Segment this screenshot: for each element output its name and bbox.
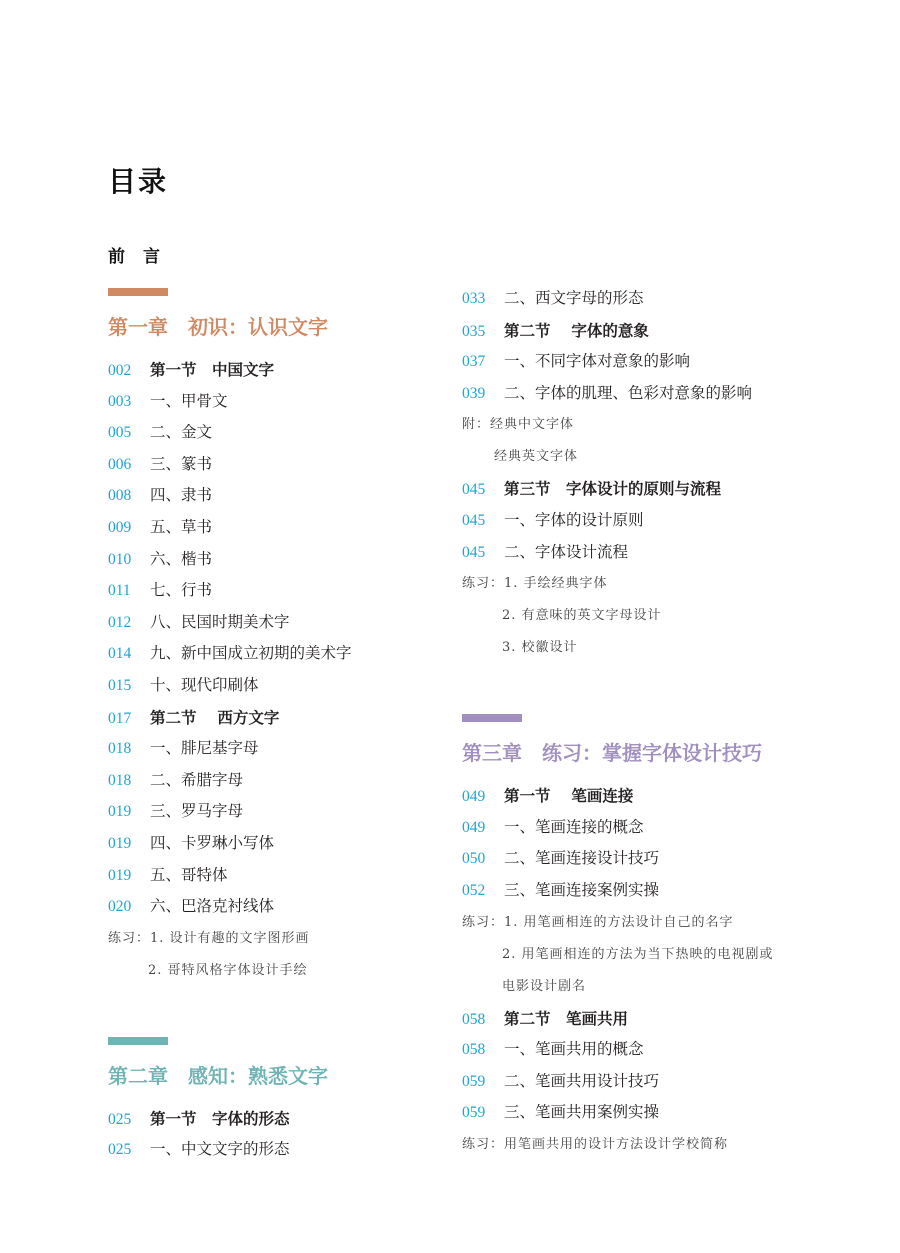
toc-section-entry[interactable] [462,780,842,812]
exercise-note: 练习：用笔画共用的设计方法设计学校简称 [462,1136,729,1152]
exercise-note: 电影设计剧名 [502,978,587,994]
toc-entry[interactable] [108,891,488,923]
entry-title: 第二节 字体的意象 [504,320,649,340]
toc-section-entry[interactable] [108,354,488,386]
exercise-note: 2. 有意味的英文字母设计 [502,608,662,624]
toc-section-entry[interactable] [462,473,842,505]
page-number: 049 [462,818,486,836]
page-number: 009 [108,518,132,536]
page-number: 019 [108,803,132,821]
toc-left-column [108,288,488,1166]
preface-entry[interactable]: 前言 [108,247,178,267]
toc-entry[interactable] [108,512,488,544]
entry-title: 二、笔画共用设计技巧 [504,1071,660,1090]
entry-title: 二、笔画连接设计技巧 [504,849,660,868]
entry-title: 六、楷书 [150,549,213,568]
toc-entry[interactable] [108,607,488,639]
entry-title: 三、篆书 [150,454,213,473]
entry-title: 七、行书 [150,581,213,600]
toc-entry[interactable] [462,875,842,907]
page-number: 012 [108,613,132,631]
toc-entry[interactable] [462,1066,842,1098]
page-number: 059 [462,1072,486,1090]
page-number: 018 [108,771,132,789]
exercise-note: 3. 校徽设计 [502,640,578,656]
toc-right-column [462,283,842,1161]
page-number: 033 [462,290,486,307]
page-number: 002 [108,362,132,379]
page-number: 059 [462,1104,486,1122]
entry-title: 一、甲骨文 [150,391,228,410]
page-title: 目录 [108,165,169,198]
chapter-color-bar [108,1037,168,1045]
entry-title: 第一节 笔画连接 [504,786,634,806]
spacer [108,987,488,1037]
entry-title: 十、现代印刷体 [150,675,259,694]
toc-entry[interactable] [462,1097,842,1129]
toc-entry[interactable] [462,537,842,569]
toc-entry[interactable] [108,449,488,481]
entry-title: 四、隶书 [150,486,213,505]
entry-title: 六、巴洛克衬线体 [150,897,275,916]
toc-entry[interactable] [108,733,488,765]
toc-entry[interactable] [108,386,488,418]
chapter-color-bar [108,288,168,296]
entry-title: 二、西文字母的形态 [504,289,644,307]
chapter-color-bar [462,714,522,722]
toc-entry[interactable] [108,638,488,670]
page-number: 014 [108,645,132,663]
toc-entry[interactable] [108,417,488,449]
page-number: 045 [462,543,486,561]
exercise-note: 2. 用笔画相连的方法为当下热映的电视剧或 [502,946,774,962]
page-number: 015 [108,676,132,694]
toc-section-entry[interactable] [108,1103,488,1135]
toc-entry[interactable] [462,505,842,537]
entry-title: 三、罗马字母 [150,802,244,821]
toc-entry[interactable] [108,1134,488,1166]
page-number: 050 [462,850,486,868]
exercise-note: 练习：1. 手绘经典字体 [462,576,608,592]
entry-title: 第三节 字体设计的原则与流程 [504,479,722,499]
exercise-note: 练习：1. 用笔画相连的方法设计自己的名字 [462,914,734,930]
entry-title: 第二节 笔画共用 [504,1008,629,1028]
entry-title: 二、希腊字母 [150,770,244,789]
entry-title: 一、中文文字的形态 [150,1140,290,1159]
page-number: 049 [462,788,486,806]
toc-entry[interactable] [108,544,488,576]
toc-section-entry[interactable] [462,315,842,347]
toc-entry[interactable] [462,812,842,844]
entry-title: 三、笔画连接案例实操 [504,880,660,899]
entry-title: 二、字体设计流程 [504,542,629,561]
toc-entry[interactable] [462,283,842,315]
page-number: 011 [108,582,131,600]
toc-entry[interactable] [462,843,842,875]
page-number: 008 [108,487,132,505]
entry-title: 五、哥特体 [150,865,228,884]
toc-entry[interactable] [108,575,488,607]
entry-title: 一、不同字体对意象的影响 [504,352,691,371]
toc-entry[interactable] [462,378,842,410]
entry-title: 二、字体的肌理、色彩对意象的影响 [504,383,753,402]
toc-entry[interactable] [108,480,488,512]
toc-section-entry[interactable] [108,702,488,734]
entry-title: 八、民国时期美术字 [150,612,290,631]
entry-title: 九、新中国成立初期的美术字 [150,644,352,663]
entry-title: 四、卡罗琳小写体 [150,833,275,852]
page-number: 037 [462,353,486,371]
toc-entry[interactable] [462,346,842,378]
toc-entry[interactable] [108,796,488,828]
entry-title: 第一节 字体的形态 [150,1108,290,1128]
page-number: 019 [108,834,132,852]
entry-title: 一、笔画连接的概念 [504,817,644,836]
page-number: 003 [108,392,132,410]
page-number: 025 [108,1141,132,1159]
exercise-note: 练习：1. 设计有趣的文字图形画 [108,930,310,946]
entry-title: 第一节 中国文字 [150,360,275,379]
page-number: 017 [108,709,132,727]
entry-title: 一、腓尼基字母 [150,739,259,758]
page-number: 006 [108,455,132,473]
entry-title: 一、笔画共用的概念 [504,1040,644,1059]
page-number: 010 [108,550,132,568]
exercise-note: 2. 哥特风格字体设计手绘 [148,962,308,978]
toc-entry[interactable] [108,828,488,860]
entry-title: 一、字体的设计原则 [504,510,644,529]
toc-entry[interactable] [108,670,488,702]
page-number: 045 [462,481,486,499]
chapter-heading[interactable]: 第二章 感知：熟悉文字 [108,1063,328,1088]
page-number: 019 [108,866,132,884]
page-number: 039 [462,384,486,402]
page-number: 045 [462,511,486,529]
page-number: 025 [108,1110,132,1128]
page-number: 020 [108,898,132,916]
exercise-note: 经典英文字体 [494,449,579,465]
page-number: 005 [108,424,132,442]
toc-entry[interactable] [108,765,488,797]
chapter-heading[interactable]: 第一章 初识：认识文字 [108,315,328,339]
entry-title: 二、金文 [150,423,213,442]
page-number: 035 [462,322,486,340]
page-number: 018 [108,740,132,758]
page-number: 052 [462,881,486,899]
exercise-note: 附：经典中文字体 [462,417,575,433]
entry-title: 第二节 西方文字 [150,707,280,727]
spacer [462,664,842,714]
toc-section-entry[interactable] [462,1003,842,1035]
page-number: 058 [462,1041,486,1059]
page-number: 058 [462,1010,486,1028]
toc-entry[interactable] [462,1034,842,1066]
entry-title: 五、草书 [150,517,213,536]
chapter-heading[interactable]: 第三章 练习：掌握字体设计技巧 [462,741,762,766]
toc-entry[interactable] [108,860,488,892]
entry-title: 三、笔画共用案例实操 [504,1103,660,1122]
